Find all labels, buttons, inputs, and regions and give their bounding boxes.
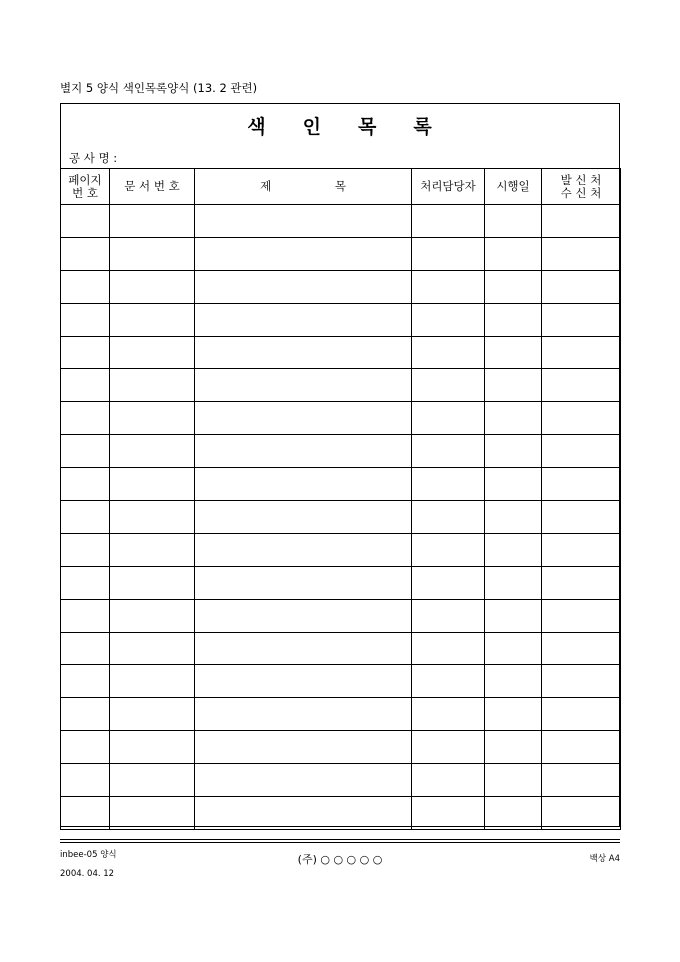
table-cell[interactable] (195, 698, 412, 731)
table-cell[interactable] (110, 237, 195, 270)
table-cell[interactable] (61, 599, 110, 632)
table-cell[interactable] (61, 468, 110, 501)
table-row (61, 632, 621, 665)
table-cell[interactable] (61, 205, 110, 238)
table-cell[interactable] (110, 369, 195, 402)
table-row (61, 435, 621, 468)
table-row (61, 369, 621, 402)
col-receiver-line: 수 신 처 (560, 185, 602, 200)
table-cell[interactable] (485, 435, 542, 468)
table-cell[interactable] (485, 369, 542, 402)
table-cell[interactable] (485, 533, 542, 566)
table-cell[interactable] (195, 566, 412, 599)
table-cell[interactable] (542, 665, 621, 698)
table-cell[interactable] (61, 303, 110, 336)
table-cell[interactable] (485, 336, 542, 369)
table-cell[interactable] (110, 665, 195, 698)
table-cell[interactable] (485, 468, 542, 501)
table-cell[interactable] (485, 632, 542, 665)
table-cell[interactable] (542, 369, 621, 402)
table-cell[interactable] (61, 797, 110, 830)
table-cell[interactable] (542, 270, 621, 303)
form-title (61, 112, 619, 139)
form-caption: 별지 5 양식 색인목록양식 (13. 2 관련) (60, 81, 258, 95)
table-cell[interactable] (61, 336, 110, 369)
table-cell[interactable] (61, 369, 110, 402)
table-cell[interactable] (412, 402, 485, 435)
table-row (61, 698, 621, 731)
table-cell[interactable] (110, 566, 195, 599)
col-sender-line: 발 신 처 (560, 172, 602, 187)
table-row (61, 402, 621, 435)
table-cell[interactable] (485, 698, 542, 731)
table-cell[interactable] (110, 698, 195, 731)
table-row (61, 533, 621, 566)
col-page-number-line1: 페이지 (68, 172, 102, 187)
table-cell[interactable] (542, 501, 621, 534)
table-cell[interactable] (195, 237, 412, 270)
table-cell[interactable] (61, 566, 110, 599)
table-row (61, 566, 621, 599)
table-cell[interactable] (61, 402, 110, 435)
footer-paper: 백상 A4 (589, 854, 620, 864)
table-cell[interactable] (195, 632, 412, 665)
table-cell[interactable] (412, 698, 485, 731)
table-cell[interactable] (485, 797, 542, 830)
col-effective-date: 시행일 (485, 169, 542, 205)
table-cell[interactable] (485, 665, 542, 698)
table-cell[interactable] (542, 599, 621, 632)
table-cell[interactable] (195, 665, 412, 698)
table-cell[interactable] (195, 369, 412, 402)
table-cell[interactable] (195, 731, 412, 764)
index-list-form (60, 103, 620, 827)
table-cell[interactable] (485, 270, 542, 303)
table-cell[interactable] (412, 468, 485, 501)
table-cell[interactable] (542, 402, 621, 435)
table-cell[interactable] (412, 764, 485, 797)
table-row (61, 599, 621, 632)
table-row (61, 336, 621, 369)
table-cell[interactable] (61, 237, 110, 270)
table-cell[interactable] (542, 205, 621, 238)
table-cell[interactable] (485, 566, 542, 599)
table-cell[interactable] (61, 270, 110, 303)
table-row (61, 303, 621, 336)
table-row (61, 731, 621, 764)
table-cell[interactable] (542, 237, 621, 270)
table-cell[interactable] (195, 764, 412, 797)
table-cell[interactable] (195, 435, 412, 468)
title-char: 인 (302, 116, 322, 138)
table-cell[interactable] (61, 533, 110, 566)
table-cell[interactable] (110, 336, 195, 369)
table-cell[interactable] (195, 270, 412, 303)
table-cell[interactable] (412, 501, 485, 534)
table-row (61, 237, 621, 270)
table-cell[interactable] (110, 797, 195, 830)
table-cell[interactable] (542, 468, 621, 501)
table-cell[interactable] (485, 599, 542, 632)
col-handler: 처리담당자 (412, 169, 485, 205)
table-cell[interactable] (412, 665, 485, 698)
col-sender-receiver (542, 169, 621, 205)
table-cell[interactable] (61, 665, 110, 698)
table-cell[interactable] (61, 632, 110, 665)
table-cell[interactable] (110, 435, 195, 468)
table-row (61, 501, 621, 534)
footer-company: (주) ○ ○ ○ ○ ○ (297, 853, 383, 866)
footer-rule (60, 839, 620, 840)
col-page-number-line2: 번 호 (72, 185, 98, 200)
table-cell[interactable] (485, 402, 542, 435)
col-document-number: 문 서 번 호 (110, 169, 195, 205)
title-char: 색 (247, 116, 267, 138)
table-cell[interactable] (485, 731, 542, 764)
table-cell[interactable] (542, 566, 621, 599)
title-char: 록 (413, 116, 433, 138)
table-cell[interactable] (485, 237, 542, 270)
table-cell[interactable] (542, 632, 621, 665)
table-cell[interactable] (110, 632, 195, 665)
table-cell[interactable] (412, 435, 485, 468)
table-cell[interactable] (412, 632, 485, 665)
table-cell[interactable] (412, 270, 485, 303)
table-cell[interactable] (542, 435, 621, 468)
table-cell[interactable] (110, 599, 195, 632)
table-row (61, 764, 621, 797)
table-cell[interactable] (110, 205, 195, 238)
table-row (61, 205, 621, 238)
table-cell[interactable] (542, 336, 621, 369)
table-cell[interactable] (110, 501, 195, 534)
table-cell[interactable] (542, 533, 621, 566)
table-cell[interactable] (110, 270, 195, 303)
table-cell[interactable] (542, 303, 621, 336)
title-char: 목 (358, 116, 378, 138)
table-cell[interactable] (110, 533, 195, 566)
table-cell[interactable] (412, 237, 485, 270)
table-row (61, 665, 621, 698)
table-cell[interactable] (195, 303, 412, 336)
table-cell[interactable] (485, 501, 542, 534)
table-cell[interactable] (542, 731, 621, 764)
col-subject: 제 목 (195, 169, 412, 205)
table-row (61, 797, 621, 830)
table-cell[interactable] (195, 599, 412, 632)
table-cell[interactable] (195, 336, 412, 369)
table-cell[interactable] (61, 698, 110, 731)
table-cell[interactable] (61, 764, 110, 797)
table-row (61, 468, 621, 501)
index-table (60, 168, 621, 830)
form-code: inbee-05 양식 (60, 850, 117, 860)
table-cell[interactable] (542, 764, 621, 797)
table-cell[interactable] (485, 764, 542, 797)
table-row (61, 270, 621, 303)
table-cell[interactable] (110, 303, 195, 336)
table-cell[interactable] (61, 501, 110, 534)
table-cell[interactable] (412, 336, 485, 369)
table-cell[interactable] (412, 303, 485, 336)
table-cell[interactable] (412, 369, 485, 402)
table-cell[interactable] (195, 402, 412, 435)
table-cell[interactable] (195, 797, 412, 830)
table-cell[interactable] (412, 533, 485, 566)
table-cell[interactable] (412, 205, 485, 238)
table-cell[interactable] (195, 205, 412, 238)
footer-rule (60, 842, 620, 843)
table-cell[interactable] (110, 731, 195, 764)
table-header-row (61, 169, 621, 205)
table-cell[interactable] (110, 402, 195, 435)
table-cell[interactable] (485, 303, 542, 336)
table-cell[interactable] (485, 205, 542, 238)
table-cell[interactable] (195, 468, 412, 501)
col-page-number (61, 169, 110, 205)
table-cell[interactable] (110, 468, 195, 501)
table-cell[interactable] (61, 731, 110, 764)
table-cell[interactable] (110, 764, 195, 797)
table-cell[interactable] (412, 566, 485, 599)
table-cell[interactable] (412, 797, 485, 830)
table-cell[interactable] (412, 599, 485, 632)
table-cell[interactable] (542, 797, 621, 830)
table-cell[interactable] (542, 698, 621, 731)
project-name-label: 공 사 명 : (69, 151, 118, 165)
table-cell[interactable] (195, 501, 412, 534)
form-date: 2004. 04. 12 (60, 869, 115, 879)
table-cell[interactable] (195, 533, 412, 566)
table-cell[interactable] (61, 435, 110, 468)
table-cell[interactable] (412, 731, 485, 764)
